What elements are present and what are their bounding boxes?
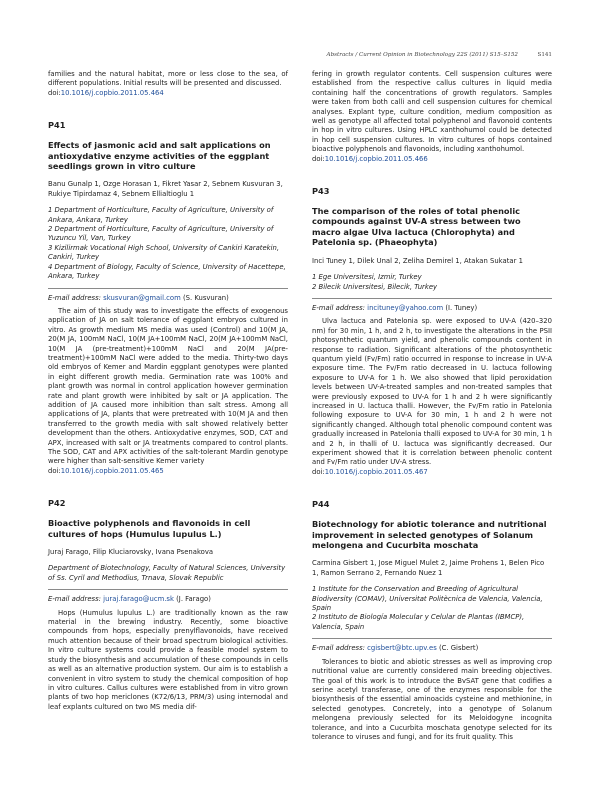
doi-link[interactable]: 10.1016/j.copbio.2011.05.467 — [324, 467, 428, 476]
author-list: Banu Gunalp 1, Ozge Horasan 1, Fikret Yasar 2, Sebnem Kusvuran 3, Rukiye Tipirdamaz 4, Sebnem Ellialtioglu 1 — [48, 180, 283, 198]
right-column — [312, 70, 552, 742]
email-line — [48, 288, 288, 303]
affiliation: 2 Bilecik Universitesi, Bilecik, Turkey — [312, 282, 438, 291]
doi-link[interactable]: 10.1016/j.copbio.2011.05.466 — [324, 154, 428, 163]
abstract-body: Hops (Humulus lupulus L.) are traditionally known as the raw material in the brewing industry. Recently, some bioactive compounds from hops, especially prenylflavonoids, have received much attention because of their broad spectrum biological activities. In vitro culture systems could provide a feasible model system to study the biosynthesis and accumulation of these compounds in cells as well as an alternative production system. Our aim is to establish a convenient in vitro system to study the chemical composition of hop in vitro cultures. Callus cultures were established from in vitro grown plants of two hop mericlones (K72/6/13, PRM/3) using internodal and leaf explants cultured on two MS media dif- — [48, 608, 288, 711]
email-owner: (C. Gisbert) — [438, 644, 479, 653]
doi-prefix: doi: — [312, 467, 325, 476]
email-link[interactable]: juraj.farago@ucm.sk — [103, 595, 174, 604]
affiliation: 4 Department of Biology, Faculty of Science, University of Hacettepe, Ankara, Turkey — [48, 262, 286, 281]
abstract-title: Effects of jasmonic acid and salt applications on antioxydative enzyme activities of the eggplant seedlings grown in vitro culture — [48, 140, 271, 172]
abstract-id: P41 — [48, 120, 66, 131]
abstract-title: The comparison of the roles of total phenolic compounds against UV-A stress between two macro algae Ulva lactuca (Chlorophyta) and Patelonia sp. (Phaeophyta) — [312, 206, 521, 248]
doi-prefix: doi: — [312, 154, 325, 163]
doi-link[interactable]: 10.1016/j.copbio.2011.05.464 — [60, 88, 164, 97]
email-label: E-mail address: — [48, 595, 101, 604]
email-link[interactable]: incituney@yahoo.com — [367, 303, 444, 312]
abstract-id: P44 — [312, 499, 330, 510]
email-owner: (S. Kusvuran) — [182, 293, 229, 302]
doi-prefix: doi: — [48, 466, 61, 475]
email-line — [312, 638, 552, 653]
email-line — [312, 298, 552, 313]
email-link[interactable]: cgisbert@btc.upv.es — [367, 644, 437, 653]
author-list: Carmina Gisbert 1, Jose Miguel Mulet 2, Jaime Prohens 1, Belen Pico 1, Ramon Serrano 2, Fernando Nuez 1 — [312, 559, 545, 577]
email-label: E-mail address: — [312, 644, 365, 653]
email-line — [48, 589, 288, 604]
abstract-body: Tolerances to biotic and abiotic stresses as well as improving crop nutritional value are currently considered main breeding objectives. The goal of this work is to introduce the BvSAT gene that codifies a serine acetyl transferase, one of the enzymes responsible for the biosynthesis of the essential aminoacids cysteine and methionine, in selected genotypes. Concretely, into a genotype of Solanum melongena previously selected for its Meloidogyne incognita tolerance, and into a Cucurbita moschata genotype selected for its tolerance to viruses and fungi, and for its fruit quality. This — [312, 657, 552, 741]
continued-paragraph: families and the natural habitat, more or less close to the sea, of different populations. Initial results will be presented and discussed. — [48, 70, 288, 88]
doi-line — [312, 468, 552, 477]
email-owner: (J. Farago) — [176, 595, 211, 604]
continued-paragraph: fering in growth regulator contents. Cell suspension cultures were established from the respective callus cultures in liquid media containing half the concentrations of growth regulators. Samples were taken from both calli and cell suspension cultures for chemical analyses. Explant type, culture condition, medium composition as well as genotype all affected total polyphenol and flavonoid contents in hop in vitro cultures. Using HPLC xanthohumol could be detected in hop cell suspension cultures. In vitro cultures of hops contained bioactive polyphenols and flavonoids, including xanthohumol. — [312, 70, 552, 154]
affiliation: 1 Ege Universitesi, Izmir, Turkey — [312, 273, 422, 282]
page-number: S141 — [537, 52, 552, 58]
abstract-title: Biotechnology for abiotic tolerance and nutritional improvement in selected genotypes of Solanum melongena and Cucurbita moschata — [312, 519, 547, 551]
email-link[interactable]: skusvuran@gmail.com — [103, 293, 181, 302]
affiliation: 1 Institute for the Conservation and Breeding of Agricultural Biodiversity (COMAV), Universitat Politècnica de Valencia, Valencia, Spain — [312, 585, 543, 613]
abstract-body: The aim of this study was to investigate the effects of exogenous application of JA on salt tolerance of eggplant embryos cultured in vitro. As growth medium MS media was used (Control) and 10(M JA, 20(M JA, 100mM NaCl, 10(M JA+100mM NaCl, 20(M JA+100mM NaCl, 10(M JA (pre-treatment)+100mM NaCl and 20(M JA(pre-treatment)+100mM NaCl were added to the media. Thirty-two days old embryos of Kemer and Mardin eggplant genotypes were planted in eight different growth media. Germination rate was 100% and plant growth was normal in control application however germination rate and plant growth were inhibited by salt or JA application. The addition of JA caused more inhibition than salt stress. Among all applications of JA, plants that were pretreated with 10(M JA and then transferred to the growth media with salt showed relatively better development than the others. Antioxydative enzymes, SOD, CAT and APX, increased with salt or JA treatments compared to control plants. The SOD, CAT and APX activities of the salt-tolerant Mardin genotype were higher than salt-sensitive Kemer variety — [48, 306, 288, 466]
email-owner: (I. Tuney) — [445, 303, 478, 312]
doi-prefix: doi: — [48, 88, 61, 97]
doi-line — [48, 89, 288, 98]
affiliation: 2 Instituto de Biología Molecular y Celular de Plantas (IBMCP), Valencia, Spain — [312, 613, 525, 631]
doi-line — [48, 467, 288, 476]
abstract-body: Ulva lactuca and Patelonia sp. were exposed to UV-A (420–320 nm) for 30 min, 1 h, and 2 h, to investigate the alterations in the PSII photosynthetic quantum yield, and phenolic compounds content in response to radiation. Significant alterations of the photosynthetic quantum yield (Fv/Fm) ratio occurred in response to increase in UV-A exposure time. The Fv/Fm ratio decreased in U. lactuca following exposure to UV-A for 1 h. We also showed that lipid peroxidation levels between UV-A-treated samples and non-treated samples that were previously exposed to UV-A for 1 h and 2 h were significantly increased in U. lactuca thalli. However, the Fv/Fm ratio in Patelonia following exposure to UV-A for 30 min, 1 h and 2 h were not significantly changed. Although total phenolic compound content was gradually increased in Patelonia thalli exposed to UV-A for 30 min, 1 h and 2 h, in thalli of U. lactuca was significantly decreased. Our experiment showed that it is correlation between phenolic content and Fv/Fm ratio under UV-A stress. — [312, 317, 552, 467]
left-column — [48, 70, 288, 712]
running-header — [48, 50, 552, 62]
affiliation: 2 Department of Horticulture, Faculty of Agriculture, University of Yuzuncu Yil, Van, Turkey — [48, 225, 274, 243]
affiliation: Department of Biotechnology, Faculty of Natural Sciences, University of Ss. Cyril and Methodius, Trnava, Slovak Republic — [48, 564, 286, 582]
affiliation: 3 Kizilirmak Vocational High School, University of Cankiri Karatekin, Cankiri, Turkey — [48, 243, 280, 262]
affiliation: 1 Department of Horticulture, Faculty of Agriculture, University of Ankara, Ankara, Turkey — [48, 206, 274, 224]
abstract-id: P43 — [312, 186, 330, 197]
email-label: E-mail address: — [48, 293, 101, 302]
doi-line — [312, 155, 552, 164]
email-label: E-mail address: — [312, 303, 365, 312]
abstract-title: Bioactive polyphenols and flavonoids in cell cultures of hops (Humulus lupulus L.) — [48, 518, 251, 539]
author-list: Juraj Farago, Filip Kluciarovsky, Ivana Psenakova — [48, 548, 214, 557]
author-list: Inci Tuney 1, Dilek Unal 2, Zeliha Demirel 1, Atakan Sukatar 1 — [312, 256, 523, 265]
abstract-id: P42 — [48, 498, 66, 509]
doi-link[interactable]: 10.1016/j.copbio.2011.05.465 — [60, 466, 164, 475]
journal-source: Abstracts / Current Opinion in Biotechnology 22S (2011) S15–S152 — [326, 52, 518, 58]
